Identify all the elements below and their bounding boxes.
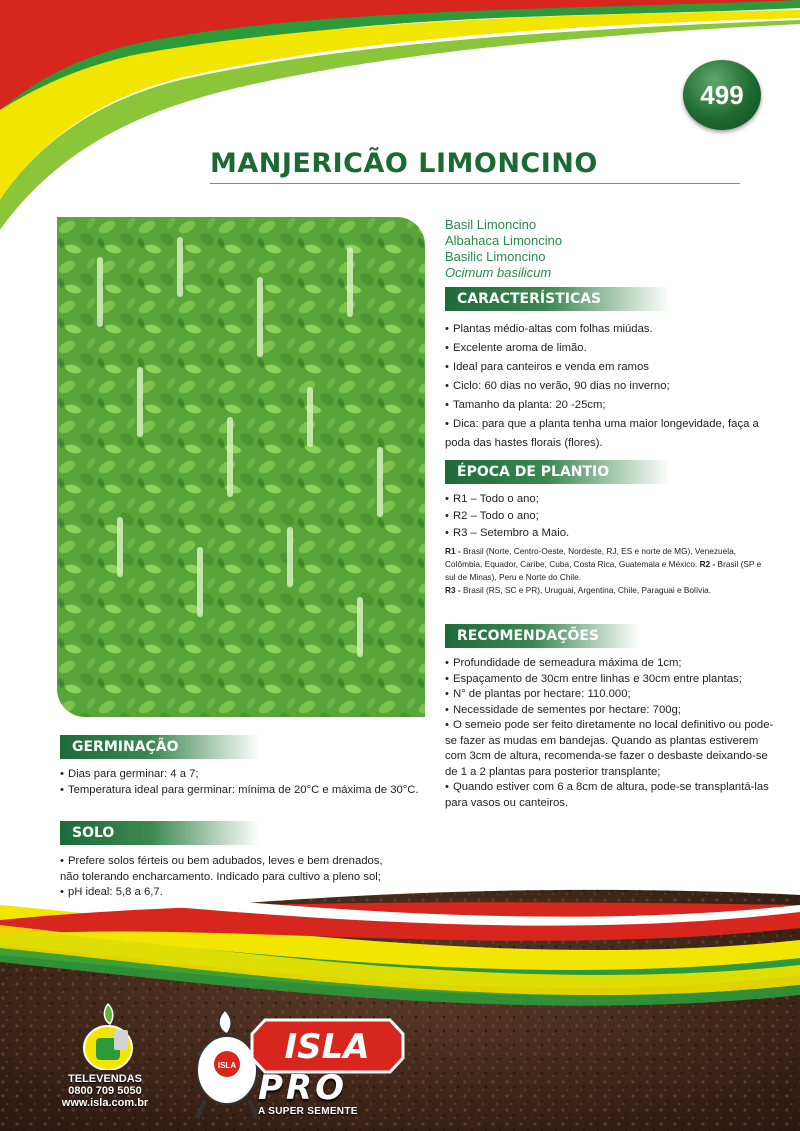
common-names <box>445 217 562 281</box>
list-item: • Prefere solos férteis ou bem adubados, leves e bem drenados, não tolerando encharcamento. Indicado para cultivo a pleno sol; <box>60 855 383 883</box>
recomendacoes-header: RECOMENDAÇÕES <box>445 624 640 648</box>
page-title: MANJERICÃO LIMONCINO <box>210 148 598 179</box>
basil-plant-image <box>57 217 425 717</box>
name-spanish: Albahaca Limoncino <box>445 233 563 248</box>
name-english: Basil Limoncino <box>445 217 537 232</box>
list-item: • Ciclo: 60 dias no verão, 90 dias no inverno; <box>445 380 670 392</box>
isla-pro-text: PRO <box>258 1068 348 1108</box>
list-item: • Temperatura ideal para germinar: mínima de 20°C e máxima de 30°C. <box>60 784 419 796</box>
list-item: • Profundidade de semeadura máxima de 1cm; <box>445 657 682 669</box>
mascot-badge-text: ISLA <box>217 1061 237 1070</box>
list-item: • R1 – Todo o ano; <box>445 493 539 505</box>
list-item: • Dica: para que a planta tenha uma maior longevidade, faça a poda das hastes florais (flores). <box>445 418 759 449</box>
isla-brand-text: ISLA <box>284 1027 370 1067</box>
list-item: • R3 – Setembro a Maio. <box>445 527 570 539</box>
list-item: • pH ideal: 5,8 a 6,7. <box>60 886 163 898</box>
epoca-header: ÉPOCA DE PLANTIO <box>445 460 670 484</box>
region-notes: R1 - Brasil (Norte, Centro-Oeste, Nordeste, RJ, ES e norte de MG), Venezuela, Colômbia, Equador, Caribe, Cuba, Costa Rica, Guatemala e México. R2 - Brasil (SP e sul de Minas), Peru e Norte do Chile. R3 - Brasil (RS, SC e PR), Uruguai, Argentina, Chile, Paraguai e Bolívia. <box>445 546 762 595</box>
list-item: • Quando estiver com 6 a 8cm de altura, pode-se transplantá-las para vasos ou canteiros. <box>445 781 769 809</box>
germinacao-list <box>60 766 440 798</box>
name-french: Basilic Limoncino <box>445 249 546 264</box>
list-item: • Ideal para canteiros e venda em ramos <box>445 361 649 373</box>
list-item: • O semeio pode ser feito diretamente no local definitivo ou pode-se fazer as mudas em bandejas. Quando as plantas estiverem com 3cm de altura, recomenda-se fazer o desbaste deixando-se de 1 a 2 plantas para posterior transplante; <box>445 719 774 778</box>
list-item: • N° de plantas por hectare: 110.000; <box>445 688 631 700</box>
solo-list <box>60 854 400 901</box>
televendas-mascot-icon <box>52 1000 164 1070</box>
list-item: • Espaçamento de 30cm entre linhas e 30cm entre plantas; <box>445 672 742 685</box>
list-item: • R2 – Todo o ano; <box>445 510 539 522</box>
televendas-block <box>45 1073 165 1109</box>
page-number-badge <box>683 60 761 130</box>
solo-header: SOLO <box>60 821 260 845</box>
list-item: • Dias para germinar: 4 a 7; <box>60 768 199 780</box>
list-item: • Excelente aroma de limão. <box>445 342 587 354</box>
list-item: • Plantas médio-altas com folhas miúdas. <box>445 323 653 335</box>
caracteristicas-list <box>445 320 775 453</box>
caracteristicas-header: CARACTERÍSTICAS <box>445 287 670 311</box>
epoca-list <box>445 491 775 542</box>
title-divider <box>210 183 740 184</box>
germinacao-header: GERMINAÇÃO <box>60 735 260 759</box>
isla-tagline: A SUPER SEMENTE <box>258 1106 358 1117</box>
scientific-name: Ocimum basilicum <box>445 265 552 280</box>
website-link[interactable]: www.isla.com.br <box>61 1097 149 1109</box>
phone-number[interactable]: 0800 709 5050 <box>68 1085 142 1097</box>
recomendacoes-list <box>445 656 780 811</box>
list-item: • Tamanho da planta: 20 -25cm; <box>445 399 606 411</box>
plant-photo <box>57 217 425 717</box>
page-number: 499 <box>700 79 744 110</box>
list-item: • Necessidade de sementes por hectare: 700g; <box>445 703 681 716</box>
televendas-label: TELEVENDAS <box>68 1073 142 1085</box>
